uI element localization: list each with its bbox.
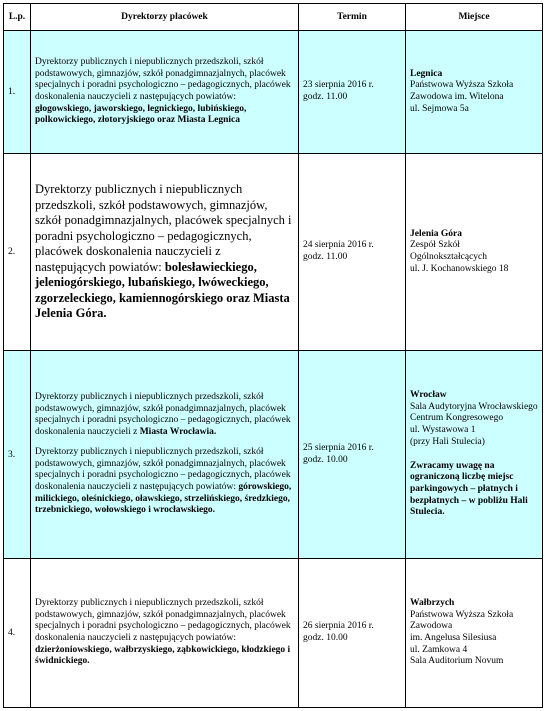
event-date: 26 sierpnia 2016 r. — [303, 621, 374, 632]
schedule-table — [3, 3, 543, 708]
event-time: godz. 10.00 — [303, 454, 348, 465]
event-date: 23 sierpnia 2016 r. — [303, 80, 374, 91]
place-city: Wrocław — [410, 389, 447, 400]
directors-intro: Dyrektorzy publicznych i niepublicznych przedszkoli, szkół podstawowych, gimnazjów, szkół ponadgimnazjalnych, placówek specjalnych i poradni psychologiczno – pedagogicznych, placówek doskonalenia nauczycieli z następujących powiatów: — [35, 446, 291, 492]
place-city: Jelenia Góra — [410, 228, 462, 239]
place-cell — [406, 351, 543, 559]
place-address: ul. Wystawowa 1 — [410, 425, 476, 436]
districts-list: dzierżoniowskiego, wałbrzyskiego, ząbkowickiego, kłodzkiego i świdnickiego. — [35, 644, 291, 667]
place-patron: im. Angelusa Silesiusa — [410, 633, 497, 643]
row-number: 2. — [4, 154, 31, 351]
directors-cell — [31, 154, 299, 351]
parking-notice: Zwracamy uwagę na ograniczoną liczbę miejsc parkingowych – płatnych i bezpłatnych – w pobliżu Hali Stulecia. — [410, 460, 528, 518]
place-venue: Zespół Szkół Ogólnokształcących — [410, 240, 488, 262]
city-name: Miasta Wrocławia. — [139, 427, 217, 438]
header-lp: L.p. — [4, 4, 31, 31]
place-city: Legnica — [410, 68, 443, 79]
table-row — [4, 351, 543, 559]
event-date: 25 sierpnia 2016 r. — [303, 442, 374, 453]
row-number: 3. — [4, 351, 31, 559]
table-row — [4, 154, 543, 351]
header-row — [4, 4, 543, 31]
districts-list: głogowskiego, jaworskiego, legnickiego, lubińskiego, polkowickiego, złotoryjskiego oraz Miasta Legnica — [35, 103, 247, 126]
place-cell — [406, 31, 543, 154]
districts-list: górowskiego, milickiego, oleśnickiego, oławskiego, strzelińskiego, średzkiego, trzebnickiego, wołowskiego i wrocławskiego. — [35, 481, 292, 516]
header-place: Miejsce — [406, 4, 543, 31]
place-address-note: (przy Hali Stulecia) — [410, 436, 485, 447]
districts-list: bolesławieckiego, jeleniogórskiego, lubańskiego, lwóweckiego, zgorzeleckiego, kamiennogórskiego oraz Miasta Jelenia Góra. — [35, 259, 290, 321]
row-number: 1. — [4, 31, 31, 154]
directors-intro: Dyrektorzy publicznych i niepublicznych przedszkoli, szkół podstawowych, gimnazjów, szkół ponadgimnazjalnych, placówek specjalnych i poradni psychologiczno – pedagogicznych, placówek doskonalenia nauczycieli z następujących powiatów: — [35, 56, 291, 102]
event-time: godz. 11.00 — [303, 252, 348, 262]
event-time: godz. 10.00 — [303, 633, 348, 643]
date-cell — [299, 31, 406, 154]
place-address: ul. J. Kochanowskiego 18 — [410, 263, 509, 274]
header-date: Termin — [299, 4, 406, 31]
directors-cell — [31, 559, 299, 708]
date-cell — [299, 559, 406, 708]
row-number: 4. — [4, 559, 31, 708]
directors-intro: Dyrektorzy publicznych i niepublicznych przedszkoli, szkół podstawowych, gimnazjów, szkół ponadgimnazjalnych, placówek specjalnych i poradni psychologiczno – pedagogicznych, placówek doskonalenia nauczycieli z — [35, 391, 291, 438]
place-venue: Sala Audytoryjna Wrocławskiego Centrum Kongresowego — [410, 401, 538, 424]
event-date: 24 sierpnia 2016 r. — [303, 240, 374, 251]
place-venue: Państwowa Wyższa Szkoła Zawodowa im. Witelona — [410, 80, 514, 102]
place-address: ul. Sejmowa 5a — [410, 103, 469, 114]
event-time: godz. 11.00 — [303, 92, 348, 102]
date-cell — [299, 351, 406, 559]
place-city: Wałbrzych — [410, 597, 455, 608]
date-cell — [299, 154, 406, 351]
directors-cell — [31, 351, 299, 559]
directors-intro: Dyrektorzy publicznych i niepublicznych przedszkoli, szkół podstawowych, gimnazjów, szkół ponadgimnazjalnych, placówek specjalnych i poradni psychologiczno – pedagogicznych, placówek doskonalenia nauczycieli z następujących powiatów: — [35, 597, 291, 643]
place-address: ul. Zamkowa 4 — [410, 644, 468, 655]
table-row — [4, 559, 543, 708]
place-cell — [406, 154, 543, 351]
place-venue: Państwowa Wyższa Szkoła Zawodowa — [410, 609, 514, 632]
place-cell — [406, 559, 543, 708]
directors-intro: Dyrektorzy publicznych i niepublicznych przedszkoli, szkół podstawowych, gimnazjów, szkół ponadgimnazjalnych, placówek specjalnych i poradni psychologiczno – pedagogicznych, placówek doskonalenia nauczycieli z następujących powiatów: — [35, 182, 292, 274]
table-row — [4, 31, 543, 154]
directors-cell — [31, 31, 299, 154]
header-directors: Dyrektorzy placówek — [31, 4, 299, 31]
place-room: Sala Auditorium Novum — [410, 656, 504, 667]
